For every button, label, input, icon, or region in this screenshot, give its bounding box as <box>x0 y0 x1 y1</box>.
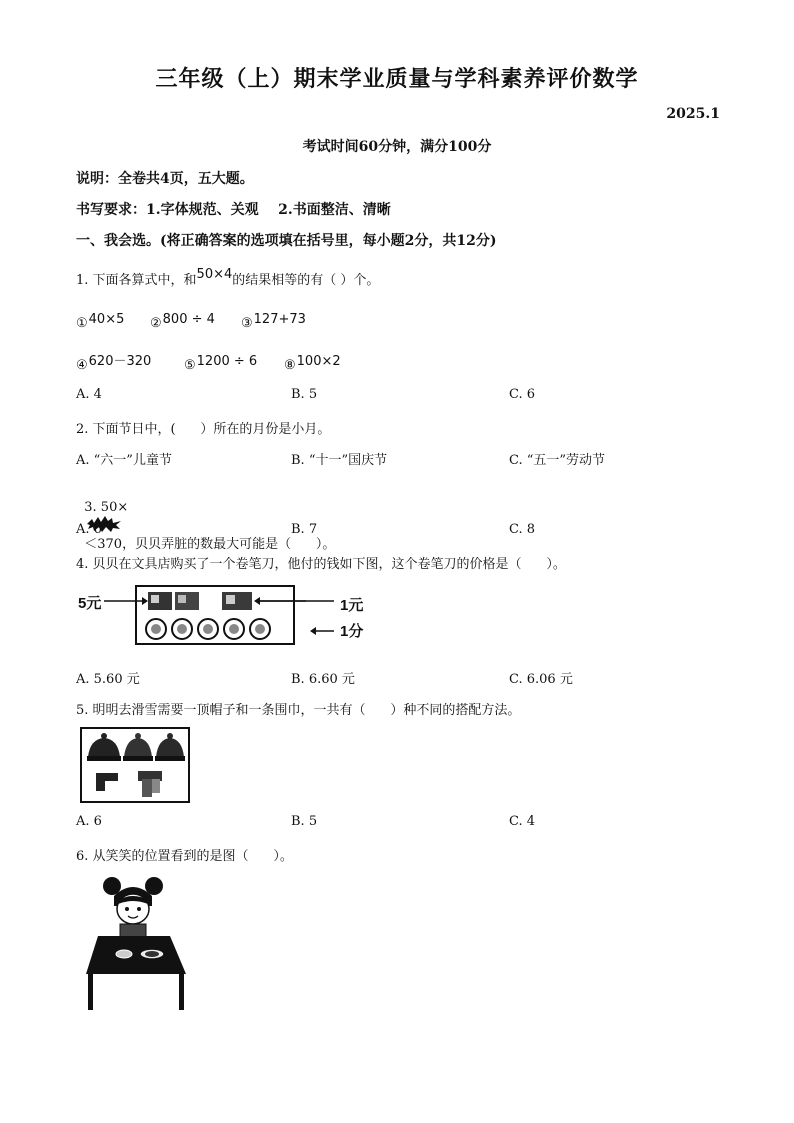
one-fen-label: 1分 <box>340 623 364 640</box>
item-expr: 100×2 <box>296 354 341 369</box>
question-1-stem <box>76 269 379 288</box>
question-3-option-c: C. 8 <box>509 522 536 537</box>
question-1-option-b: B. 5 <box>291 387 318 402</box>
question-1-option-a: A. 4 <box>76 387 102 402</box>
item-expr: 127+73 <box>253 312 306 327</box>
item-mark: ⑤ <box>184 358 196 373</box>
question-4-stem: 4. 贝贝在文具店购买了一个卷笔刀，他付的钱如下图，这个卷笔刀的价格是（ ）。 <box>76 557 566 572</box>
question-2-stem: 2. 下面节日中，( ）所在的月份是小月。 <box>76 422 331 437</box>
item-mark: ① <box>76 316 88 331</box>
question-4-option-a: A. 5.60 元 <box>76 672 140 687</box>
item-expr: 1200 ÷ 6 <box>196 354 258 369</box>
question-1-stem-b: 的结果相等的有（ ）个。 <box>232 273 380 288</box>
item-mark: ④ <box>76 358 88 373</box>
question-3-stem-b: ＜370，贝贝弄脏的数最大可能是（ ）。 <box>84 537 336 552</box>
question-4-option-b: B. 6.60 元 <box>291 672 355 687</box>
question-1-item <box>184 350 257 373</box>
page-title: 三年级（上）期末学业质量与学科素养评价数学 <box>155 66 639 92</box>
hats-scarves-figure <box>80 727 190 803</box>
question-3-option-b: B. 7 <box>291 522 318 537</box>
question-1-item <box>241 308 306 331</box>
question-5-stem: 5. 明明去滑雪需要一顶帽子和一条围巾，一共有（ ）种不同的搭配方法。 <box>76 703 521 718</box>
question-2-option-c: C. “五一”劳动节 <box>509 453 606 468</box>
five-yuan-label: 5元 <box>78 595 102 612</box>
question-5-option-c: C. 4 <box>509 814 536 829</box>
paper-note: 说明：全卷共4页，五大题。 <box>76 171 254 187</box>
question-2-option-b: B. “十一”国庆节 <box>291 453 388 468</box>
question-1-item <box>284 350 341 373</box>
item-expr: 40×5 <box>88 312 125 327</box>
girl-at-table-figure <box>82 874 192 1014</box>
arrow-icon <box>254 592 334 644</box>
question-1-item <box>150 308 215 331</box>
exam-date: 2025.1 <box>666 106 720 122</box>
item-mark: ② <box>150 316 162 331</box>
section-heading: 一、我会选。(将正确答案的选项填在括号里，每小题2分，共12分) <box>76 233 497 249</box>
question-2-option-a: A. “六一”儿童节 <box>76 453 172 468</box>
question-1-item <box>76 350 151 373</box>
item-mark: ⑧ <box>284 358 296 373</box>
question-1-item <box>76 308 124 331</box>
question-5-option-b: B. 5 <box>291 814 318 829</box>
question-5-option-a: A. 6 <box>76 814 102 829</box>
question-1-option-c: C. 6 <box>509 387 536 402</box>
question-1-stem-a: 1. 下面各算式中，和 <box>76 273 197 288</box>
question-3-stem <box>76 485 335 552</box>
item-mark: ③ <box>241 316 253 331</box>
question-3-option-a: A. 6 <box>76 522 102 537</box>
item-expr: 620－320 <box>88 354 152 369</box>
question-6-stem: 6. 从笑笑的位置看到的是图（ ）。 <box>76 849 293 864</box>
writing-requirements: 书写要求：1.字体规范、关观 2.书面整洁、清晰 <box>76 202 391 218</box>
question-3-stem-a: 3. 50× <box>84 500 129 515</box>
question-1-expr: 50×4 <box>196 267 233 282</box>
item-expr: 800 ÷ 4 <box>162 312 215 327</box>
one-yuan-label: 1元 <box>340 597 364 614</box>
exam-time: 考试时间60分钟，满分100分 <box>302 139 492 155</box>
question-4-option-c: C. 6.06 元 <box>509 672 573 687</box>
